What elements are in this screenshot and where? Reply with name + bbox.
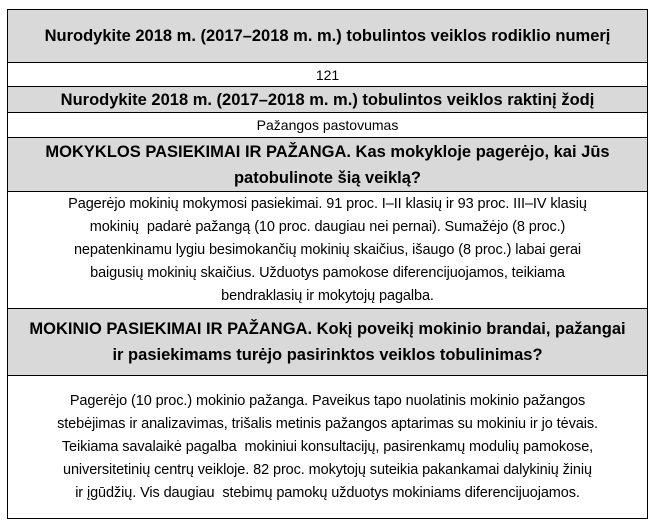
indicator-number-value-row — [8, 63, 647, 87]
answer-line: universitetinių centrų veikloje. 82 proc. mokytojų suteikia pakankamai dalykinių žinių — [63, 461, 592, 478]
student-achievements-answer-row — [8, 376, 647, 518]
keyword-value-row — [8, 113, 647, 138]
student-achievements-answer — [57, 390, 598, 505]
answer-line: baigusių mokinių skaičius. Užduotys pamokose diferencijuojamos, teikiama — [90, 264, 565, 281]
answer-line: bendraklasių ir mokytojų pagalba. — [221, 287, 434, 304]
school-achievements-heading-line: patobulinote šią veiklą? — [233, 168, 422, 187]
answer-line: mokinių padarė pažangą (10 proc. daugiau nei pernai). Sumažėjo (8 proc.) — [89, 218, 566, 235]
school-achievements-answer — [68, 193, 587, 308]
indicator-number-heading-row — [8, 10, 647, 63]
answer-line: Pagerėjo mokinių mokymosi pasiekimai. 91 proc. I–II klasių ir 93 proc. III–IV klasių — [68, 195, 587, 212]
answer-line: Pagerėjo (10 proc.) mokinio pažanga. Paveikus tapo nuolatinis mokinio pažangos — [69, 392, 586, 409]
keyword-value: Pažangos pastovumas — [256, 117, 399, 133]
keyword-heading-row — [8, 87, 647, 113]
keyword-heading: Nurodykite 2018 m. (2017–2018 m. m.) tobulintos veiklos raktinį žodį — [60, 90, 595, 109]
report-table — [7, 9, 648, 519]
answer-line: ir įgūdžių. Vis daugiau stebimų pamokų užduotys mokiniams diferencijuojamos. — [75, 484, 580, 501]
answer-line: nepatenkinamu lygiu besimokančių mokinių skaičius, išaugo (8 proc.) labai gerai — [73, 241, 582, 258]
student-achievements-heading-line: ir pasiekimams turėjo pasirinktos veiklos tobulinimas? — [112, 346, 543, 364]
student-achievements-heading-line: MOKINIO PASIEKIMAI IR PAŽANGA. Kokį poveikį mokinio brandai, pažangai — [29, 320, 626, 338]
school-achievements-heading-line: MOKYKLOS PASIEKIMAI IR PAŽANGA. Kas mokykloje pagerėjo, kai Jūs — [45, 142, 610, 161]
indicator-number-value: 121 — [315, 66, 340, 83]
answer-line: Teikiama savalaikė pagalba mokiniui konsultacijų, pasirenkamų modulių pamokose, — [61, 438, 594, 455]
school-achievements-heading-row — [8, 138, 647, 192]
answer-line: stebėjimas ir analizavimas, trišalis metinis pažangos aptarimas su mokiniu ir jo tėvais. — [57, 415, 598, 432]
indicator-number-heading: Nurodykite 2018 m. (2017–2018 m. m.) tobulintos veiklos rodiklio numerį — [44, 27, 611, 45]
school-achievements-answer-row — [8, 192, 647, 309]
student-achievements-heading-row — [8, 309, 647, 376]
